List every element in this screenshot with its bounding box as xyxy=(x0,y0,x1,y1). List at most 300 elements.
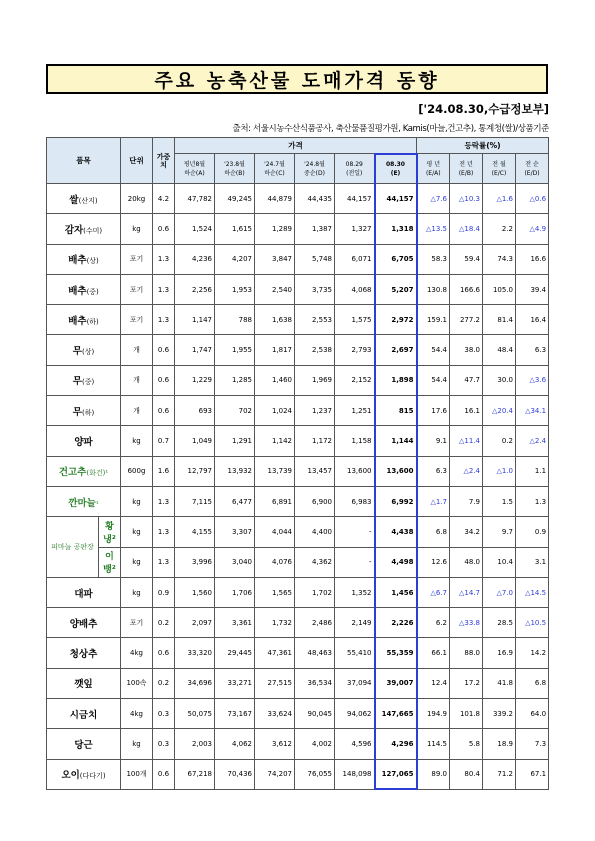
rate-cell: 89.0 xyxy=(417,759,450,789)
unit-cell: kg xyxy=(121,577,153,607)
item-name-cell xyxy=(47,699,121,729)
item-name: 건고추 xyxy=(58,467,87,479)
item-name-cell xyxy=(47,396,121,426)
rate-cell: 1.1 xyxy=(516,456,549,486)
weight-cell: 4.2 xyxy=(153,184,175,214)
table-row xyxy=(47,577,549,607)
item-qualifier: (중) xyxy=(86,287,99,296)
rate-cell: 59.4 xyxy=(450,244,483,274)
rate-cell: 9.1 xyxy=(417,426,450,456)
item-name-cell xyxy=(47,577,121,607)
price-cell: 1,524 xyxy=(175,214,215,244)
price-cell: 3,361 xyxy=(215,608,255,638)
price-cell: 2,097 xyxy=(175,608,215,638)
rate-cell: 71.2 xyxy=(483,759,516,789)
unit-cell: 개 xyxy=(121,396,153,426)
price-cell: 4,044 xyxy=(255,517,295,547)
price-cell: 47,782 xyxy=(175,184,215,214)
rate-cell: 16.6 xyxy=(516,244,549,274)
item-name-cell xyxy=(47,214,121,244)
rate-cell: 34.2 xyxy=(450,517,483,547)
price-cell: 34,696 xyxy=(175,668,215,698)
header-rate-col-line1: 평 년 xyxy=(426,160,440,168)
price-cell: 12,797 xyxy=(175,456,215,486)
price-cell: 1,024 xyxy=(255,396,295,426)
price-cell: 2,256 xyxy=(175,274,215,304)
price-cell: 4,155 xyxy=(175,517,215,547)
rate-cell: 41.8 xyxy=(483,668,516,698)
price-cell: 49,245 xyxy=(215,184,255,214)
item-name-cell xyxy=(47,305,121,335)
price-cell: 1,560 xyxy=(175,577,215,607)
item-name: 쌀 xyxy=(69,194,79,206)
price-cell: 33,320 xyxy=(175,638,215,668)
current-price-cell: 127,065 xyxy=(375,759,417,789)
garlic-group-label: 피마늘 공판장 xyxy=(47,517,99,578)
rate-cell: 16.1 xyxy=(450,396,483,426)
price-cell: 6,071 xyxy=(335,244,375,274)
current-price-cell: 5,207 xyxy=(375,274,417,304)
rate-cell: 6.2 xyxy=(417,608,450,638)
unit-cell: 4kg xyxy=(121,699,153,729)
price-cell: 788 xyxy=(215,305,255,335)
header-price-col-line2: 하순(A) xyxy=(184,169,205,177)
item-name: 배추 xyxy=(68,315,87,327)
price-cell: 1,953 xyxy=(215,274,255,304)
item-name: 무 xyxy=(72,376,82,388)
current-price-cell: 1,898 xyxy=(375,365,417,395)
rate-cell: △11.4 xyxy=(450,426,483,456)
rate-cell: 6.3 xyxy=(417,456,450,486)
price-cell: 29,445 xyxy=(215,638,255,668)
item-qualifier: (하) xyxy=(81,408,95,417)
page-title: 주요 농축산물 도매가격 동향 xyxy=(154,69,440,92)
price-cell: 4,400 xyxy=(295,517,335,547)
table-row xyxy=(47,456,549,486)
price-cell: 36,534 xyxy=(295,668,335,698)
unit-cell: 100개 xyxy=(121,759,153,789)
rate-cell: △7.6 xyxy=(417,184,450,214)
rate-cell: 30.0 xyxy=(483,365,516,395)
header-price-col xyxy=(175,154,215,184)
rate-cell: 9.7 xyxy=(483,517,516,547)
item-qualifier: ¹ xyxy=(95,499,99,508)
header-rate-col xyxy=(417,154,450,184)
price-cell: 3,847 xyxy=(255,244,295,274)
price-cell: 2,152 xyxy=(335,365,375,395)
rate-cell: △14.5 xyxy=(516,577,549,607)
weight-cell: 1.6 xyxy=(153,456,175,486)
price-cell: 1,565 xyxy=(255,577,295,607)
rate-cell: △4.9 xyxy=(516,214,549,244)
rate-cell: △20.4 xyxy=(483,396,516,426)
item-name: 배추 xyxy=(68,255,87,267)
header-price-col-line1: '23.8월 xyxy=(224,160,245,168)
price-cell: 1,049 xyxy=(175,426,215,456)
weight-cell: 0.2 xyxy=(153,668,175,698)
rate-cell: 54.4 xyxy=(417,365,450,395)
unit-cell: 600g xyxy=(121,456,153,486)
rate-cell: 47.7 xyxy=(450,365,483,395)
price-cell: 4,076 xyxy=(255,547,295,577)
weight-cell: 1.3 xyxy=(153,547,175,577)
date-label: ['24.08.30,수급정보부] xyxy=(418,102,549,116)
item-qualifier: (화건)¹ xyxy=(86,469,109,478)
price-cell: 2,540 xyxy=(255,274,295,304)
header-price-col xyxy=(335,154,375,184)
rate-cell: 16.9 xyxy=(483,638,516,668)
current-price-cell: 55,359 xyxy=(375,638,417,668)
price-cell: 1,817 xyxy=(255,335,295,365)
header-price: 가격 xyxy=(175,138,417,154)
table-row xyxy=(47,547,549,577)
weight-cell: 0.9 xyxy=(153,577,175,607)
rate-cell: 194.9 xyxy=(417,699,450,729)
price-cell: 13,457 xyxy=(295,456,335,486)
item-name: 깐마늘 xyxy=(68,497,96,509)
header-price-col-line1: 평년8월 xyxy=(183,160,206,168)
item-qualifier: (다다기) xyxy=(79,772,106,781)
rate-cell: 3.1 xyxy=(516,547,549,577)
rate-cell: △3.6 xyxy=(516,365,549,395)
table-row xyxy=(47,184,549,214)
rate-cell: 80.4 xyxy=(450,759,483,789)
rate-cell: 67.1 xyxy=(516,759,549,789)
header-rate-col xyxy=(516,154,549,184)
rate-cell: 12.6 xyxy=(417,547,450,577)
item-name-cell xyxy=(47,486,121,516)
rate-cell: 277.2 xyxy=(450,305,483,335)
header-price-col-line2: 하순(C) xyxy=(264,169,285,177)
price-cell: 1,172 xyxy=(295,426,335,456)
item-name-cell xyxy=(47,426,121,456)
current-price-cell: 147,665 xyxy=(375,699,417,729)
rate-cell: 1.5 xyxy=(483,486,516,516)
price-cell: 73,167 xyxy=(215,699,255,729)
price-cell: 1,702 xyxy=(295,577,335,607)
item-qualifier: (중) xyxy=(81,378,95,387)
title-box xyxy=(46,64,548,94)
price-cell: 74,207 xyxy=(255,759,295,789)
item-name-cell xyxy=(47,365,121,395)
table-row xyxy=(47,305,549,335)
price-cell: 1,291 xyxy=(215,426,255,456)
header-rate-col-line1: 전 순 xyxy=(525,160,539,168)
rate-cell: △34.1 xyxy=(516,396,549,426)
rate-cell: △33.8 xyxy=(450,608,483,638)
price-cell: 1,638 xyxy=(255,305,295,335)
price-cell: 2,793 xyxy=(335,335,375,365)
rate-cell: 114.5 xyxy=(417,729,450,759)
item-name-cell xyxy=(47,759,121,789)
weight-cell: 0.7 xyxy=(153,426,175,456)
header-price-col xyxy=(295,154,335,184)
price-cell: 90,045 xyxy=(295,699,335,729)
price-cell: 4,062 xyxy=(215,729,255,759)
price-cell: 5,748 xyxy=(295,244,335,274)
rate-cell: △1.0 xyxy=(483,456,516,486)
price-cell: 1,229 xyxy=(175,365,215,395)
header-rate-col-line2: (E/C) xyxy=(491,169,507,177)
item-name: 무 xyxy=(72,406,82,418)
current-price-cell: 6,992 xyxy=(375,486,417,516)
unit-cell: 개 xyxy=(121,335,153,365)
price-cell: 1,460 xyxy=(255,365,295,395)
price-cell: 1,237 xyxy=(295,396,335,426)
header-price-col-line2: 중순(D) xyxy=(304,169,325,177)
header-rate: 등락률(%) xyxy=(417,138,549,154)
current-price-cell: 39,007 xyxy=(375,668,417,698)
price-cell: 1,352 xyxy=(335,577,375,607)
item-name-cell xyxy=(47,335,121,365)
price-cell: 693 xyxy=(175,396,215,426)
price-cell: 1,147 xyxy=(175,305,215,335)
current-price-cell: 6,705 xyxy=(375,244,417,274)
price-cell: 6,891 xyxy=(255,486,295,516)
price-cell: 1,706 xyxy=(215,577,255,607)
price-cell: 13,600 xyxy=(335,456,375,486)
item-name-cell xyxy=(47,274,121,304)
weight-cell: 1.3 xyxy=(153,274,175,304)
price-cell: 50,075 xyxy=(175,699,215,729)
price-cell: 13,932 xyxy=(215,456,255,486)
unit-cell: 포기 xyxy=(121,244,153,274)
table-row xyxy=(47,517,549,547)
header-rate-col xyxy=(483,154,516,184)
price-cell: 27,515 xyxy=(255,668,295,698)
table-row xyxy=(47,214,549,244)
weight-cell: 0.2 xyxy=(153,608,175,638)
rate-cell: △1.7 xyxy=(417,486,450,516)
rate-cell: △6.7 xyxy=(417,577,450,607)
table-row xyxy=(47,668,549,698)
rate-cell: 10.4 xyxy=(483,547,516,577)
rate-cell: △10.3 xyxy=(450,184,483,214)
table-row xyxy=(47,759,549,789)
price-cell: 1,575 xyxy=(335,305,375,335)
price-cell: 47,361 xyxy=(255,638,295,668)
unit-cell: kg xyxy=(121,729,153,759)
price-cell: 1,969 xyxy=(295,365,335,395)
table-row xyxy=(47,335,549,365)
unit-cell: kg xyxy=(121,214,153,244)
current-price-cell: 44,157 xyxy=(375,184,417,214)
current-price-cell: 1,456 xyxy=(375,577,417,607)
price-cell: 4,236 xyxy=(175,244,215,274)
price-cell: 2,486 xyxy=(295,608,335,638)
item-name: 이뱅² xyxy=(99,547,121,577)
item-name: 배추 xyxy=(68,285,87,297)
rate-cell: 6.8 xyxy=(417,517,450,547)
table-row xyxy=(47,608,549,638)
rate-cell: △10.5 xyxy=(516,608,549,638)
current-price-cell: 2,972 xyxy=(375,305,417,335)
header-rate-col-line1: 전 년 xyxy=(459,160,473,168)
item-name-cell xyxy=(47,244,121,274)
price-cell: 3,612 xyxy=(255,729,295,759)
price-cell: 702 xyxy=(215,396,255,426)
rate-cell: 58.3 xyxy=(417,244,450,274)
price-cell: 6,900 xyxy=(295,486,335,516)
unit-cell: 100속 xyxy=(121,668,153,698)
current-price-cell: 2,697 xyxy=(375,335,417,365)
weight-cell: 1.3 xyxy=(153,517,175,547)
unit-cell: 포기 xyxy=(121,608,153,638)
rate-cell: 166.6 xyxy=(450,274,483,304)
header-rate-col xyxy=(450,154,483,184)
rate-cell: △13.5 xyxy=(417,214,450,244)
unit-cell: 포기 xyxy=(121,305,153,335)
item-name: 오이 xyxy=(61,770,80,782)
price-cell: 33,624 xyxy=(255,699,295,729)
weight-cell: 0.6 xyxy=(153,365,175,395)
unit-cell: kg xyxy=(121,486,153,516)
rate-cell: △0.6 xyxy=(516,184,549,214)
item-name: 감자 xyxy=(64,224,84,236)
header-rate-col-line2: (E/D) xyxy=(524,169,540,177)
rate-cell: 105.0 xyxy=(483,274,516,304)
weight-cell: 1.3 xyxy=(153,305,175,335)
rate-cell: 88.0 xyxy=(450,638,483,668)
item-name: 양배추 xyxy=(69,618,98,630)
rate-cell: 18.9 xyxy=(483,729,516,759)
table-row xyxy=(47,699,549,729)
rate-cell: △18.4 xyxy=(450,214,483,244)
price-cell: 1,285 xyxy=(215,365,255,395)
price-cell: 3,040 xyxy=(215,547,255,577)
rate-cell: 74.3 xyxy=(483,244,516,274)
item-name: 무 xyxy=(72,346,82,358)
price-cell: 4,068 xyxy=(335,274,375,304)
price-cell: 2,553 xyxy=(295,305,335,335)
price-cell: 1,732 xyxy=(255,608,295,638)
price-cell: 1,142 xyxy=(255,426,295,456)
price-cell: 76,055 xyxy=(295,759,335,789)
table-row xyxy=(47,244,549,274)
price-cell: 33,271 xyxy=(215,668,255,698)
rate-cell: 130.8 xyxy=(417,274,450,304)
price-cell: 55,410 xyxy=(335,638,375,668)
item-name: 양파 xyxy=(74,437,93,449)
weight-cell: 0.6 xyxy=(153,396,175,426)
current-price-cell: 1,318 xyxy=(375,214,417,244)
weight-cell: 0.3 xyxy=(153,699,175,729)
rate-cell: 81.4 xyxy=(483,305,516,335)
item-name: 청상추 xyxy=(69,649,98,661)
price-cell: 4,362 xyxy=(295,547,335,577)
current-price-cell: 2,226 xyxy=(375,608,417,638)
header-price-col xyxy=(375,154,417,184)
table-row xyxy=(47,274,549,304)
rate-cell: 12.4 xyxy=(417,668,450,698)
header-weight: 가중치 xyxy=(153,138,175,184)
price-cell: 67,218 xyxy=(175,759,215,789)
weight-cell: 0.6 xyxy=(153,759,175,789)
rate-cell: 64.0 xyxy=(516,699,549,729)
item-name-cell xyxy=(47,638,121,668)
table-row xyxy=(47,638,549,668)
item-name-cell xyxy=(47,668,121,698)
unit-cell: 개 xyxy=(121,365,153,395)
price-cell: 2,538 xyxy=(295,335,335,365)
header-price-col-line1: '24.7월 xyxy=(264,160,285,168)
header-price-col-line1: '24.8월 xyxy=(304,160,325,168)
header-price-col xyxy=(215,154,255,184)
price-cell: 3,307 xyxy=(215,517,255,547)
price-cell: 3,996 xyxy=(175,547,215,577)
price-cell: 3,735 xyxy=(295,274,335,304)
rate-cell: 38.0 xyxy=(450,335,483,365)
unit-cell: kg xyxy=(121,426,153,456)
header-price-col-line2: 하순(B) xyxy=(224,169,245,177)
rate-cell: 14.2 xyxy=(516,638,549,668)
weight-cell: 1.3 xyxy=(153,486,175,516)
price-cell: 1,327 xyxy=(335,214,375,244)
price-cell: 1,387 xyxy=(295,214,335,244)
item-qualifier: (산지) xyxy=(78,196,98,205)
rate-cell: 54.4 xyxy=(417,335,450,365)
header-item: 품목 xyxy=(47,138,121,184)
current-price-cell: 13,600 xyxy=(375,456,417,486)
rate-cell: △2.4 xyxy=(450,456,483,486)
header-rate-col-line1: 전 월 xyxy=(492,160,506,168)
rate-cell: 7.3 xyxy=(516,729,549,759)
rate-cell: 6.3 xyxy=(516,335,549,365)
header-unit: 단위 xyxy=(121,138,153,184)
table-row xyxy=(47,426,549,456)
rate-cell: △7.0 xyxy=(483,577,516,607)
price-cell: 1,289 xyxy=(255,214,295,244)
rate-cell: 101.8 xyxy=(450,699,483,729)
rate-cell: 2.2 xyxy=(483,214,516,244)
unit-cell: kg xyxy=(121,547,153,577)
price-cell: 1,955 xyxy=(215,335,255,365)
weight-cell: 0.6 xyxy=(153,638,175,668)
price-cell: - xyxy=(335,547,375,577)
rate-cell: 339.2 xyxy=(483,699,516,729)
unit-cell: 4kg xyxy=(121,638,153,668)
price-cell: 1,747 xyxy=(175,335,215,365)
weight-cell: 0.6 xyxy=(153,335,175,365)
price-cell: 37,094 xyxy=(335,668,375,698)
unit-cell: 20kg xyxy=(121,184,153,214)
current-price-cell: 1,144 xyxy=(375,426,417,456)
table-row xyxy=(47,729,549,759)
item-name: 대파 xyxy=(74,588,93,600)
price-cell: 2,003 xyxy=(175,729,215,759)
rate-cell: 48.0 xyxy=(450,547,483,577)
item-qualifier: (상) xyxy=(81,348,95,357)
price-cell: - xyxy=(335,517,375,547)
rate-cell: 16.4 xyxy=(516,305,549,335)
source-note: 출처: 서울시농수산식품공사, 축산물품질평가원, Kamis(마늘,건고추), 통계청(쌀)/상품기준 xyxy=(232,124,549,134)
price-cell: 1,251 xyxy=(335,396,375,426)
price-cell: 7,115 xyxy=(175,486,215,516)
header-price-col xyxy=(255,154,295,184)
price-cell: 1,615 xyxy=(215,214,255,244)
header-rate-col-line2: (E/A) xyxy=(425,169,441,177)
rate-cell: 48.4 xyxy=(483,335,516,365)
weight-cell: 0.3 xyxy=(153,729,175,759)
header-price-col-line2: (전일) xyxy=(346,169,363,177)
rate-cell: 66.1 xyxy=(417,638,450,668)
price-cell: 1,158 xyxy=(335,426,375,456)
header-price-col-line1: 08.30 xyxy=(386,160,405,168)
item-name-cell xyxy=(47,184,121,214)
table-row xyxy=(47,396,549,426)
weight-cell: 1.3 xyxy=(153,244,175,274)
current-price-cell: 4,498 xyxy=(375,547,417,577)
